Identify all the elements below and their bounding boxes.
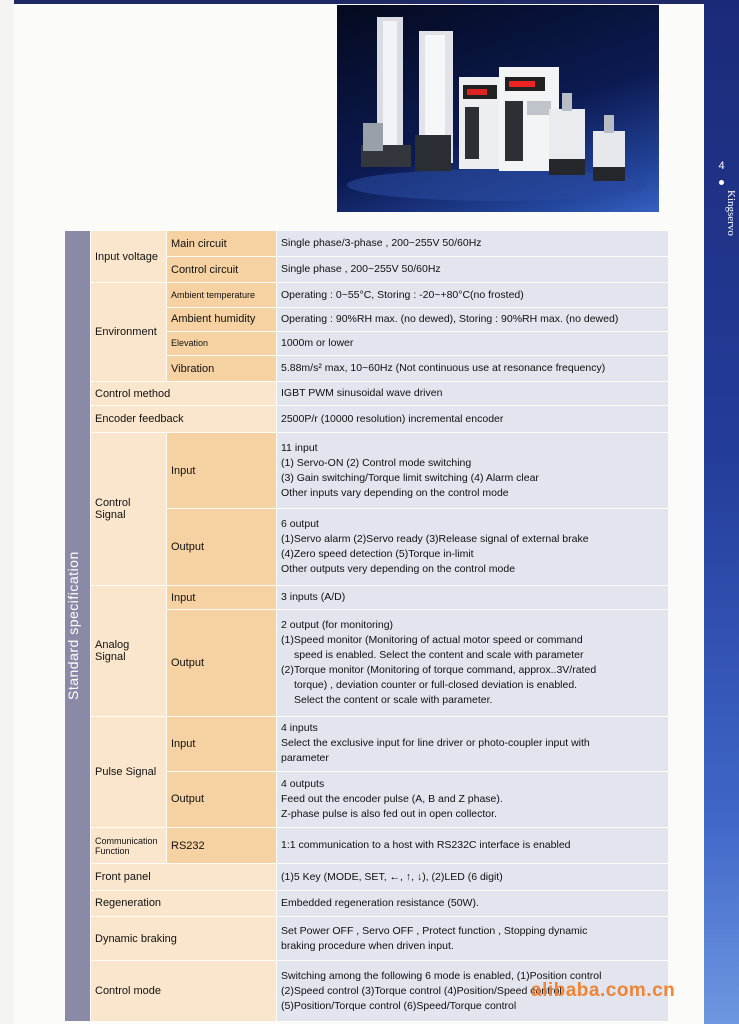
spec-table: [64, 230, 669, 1022]
value-line: 11 input: [281, 441, 318, 454]
value-line: parameter: [281, 752, 329, 765]
table-row: [65, 283, 669, 307]
table-row: [65, 231, 669, 257]
table-row: [65, 717, 669, 771]
vibration-value: 5.88m/s² max, 10~60Hz (Not continuous use at resonance frequency): [277, 356, 669, 382]
value-line: (2)Torque monitor (Monitoring of torque command, approx..3V/rated: [281, 664, 597, 677]
analog-signal-label: [91, 586, 167, 717]
communication-label-line1: Communication: [95, 835, 158, 846]
control-circuit-label: Control circuit: [167, 257, 277, 283]
value-line: Other inputs vary depending on the control mode: [281, 486, 509, 499]
regeneration-value: Embedded regeneration resistance (50W).: [277, 890, 669, 916]
table-row: [65, 828, 669, 864]
control-signal-input-value: [277, 432, 669, 509]
communication-function-label: [91, 828, 167, 864]
value-line: Switching among the following 6 mode is enabled, (1)Position control: [281, 969, 602, 982]
page-number: 4: [718, 160, 725, 172]
pulse-signal-label: Pulse Signal: [91, 717, 167, 828]
value-line: (4)Zero speed detection (5)Torque in-limit: [281, 548, 474, 561]
control-signal-input-label: Input: [167, 432, 277, 509]
control-signal-label: [91, 432, 167, 585]
dynamic-braking-label: Dynamic braking: [91, 916, 277, 960]
section-sidebar: [65, 231, 91, 1022]
front-panel-label: Front panel: [91, 864, 277, 890]
brand-vertical-label: Kingservo: [725, 190, 737, 236]
analog-signal-output-value: [277, 610, 669, 717]
value-line: (5)Position/Torque control (6)Speed/Torque control: [281, 999, 517, 1012]
watermark: alibaba.com.cn: [531, 980, 676, 1001]
rs232-label: RS232: [167, 828, 277, 864]
pulse-signal-input-label: Input: [167, 717, 277, 771]
ambient-temperature-label: Ambient temperature: [167, 283, 277, 307]
encoder-feedback-value: 2500P/r (10000 resolution) incremental encoder: [277, 406, 669, 432]
front-panel-value: (1)5 Key (MODE, SET, ←, ↑, ↓), (2)LED (6 digit): [277, 864, 669, 890]
table-row: [65, 916, 669, 960]
servo-products-illustration: [337, 5, 659, 212]
bullet-dot: [719, 180, 724, 185]
ambient-temperature-value: Operating : 0~55°C, Storing : -20~+80°C(no frosted): [277, 283, 669, 307]
ambient-humidity-label: Ambient humidity: [167, 307, 277, 331]
value-line: speed is enabled. Select the content and scale with parameter: [294, 649, 584, 662]
control-signal-output-value: [277, 509, 669, 586]
value-line: 4 outputs: [281, 777, 325, 790]
control-method-value: IGBT PWM sinusoidal wave driven: [277, 382, 669, 406]
main-circuit-label: Main circuit: [167, 231, 277, 257]
input-voltage-label: Input voltage: [91, 231, 167, 283]
value-line: 4 inputs: [281, 722, 318, 735]
vibration-label: Vibration: [167, 356, 277, 382]
table-row: [65, 890, 669, 916]
communication-label-line2: Function: [95, 845, 130, 856]
value-line: Select the exclusive input for line driver or photo-coupler input with: [281, 737, 590, 750]
control-signal-label-line2: Signal: [95, 508, 126, 521]
environment-label: Environment: [91, 283, 167, 382]
value-line: Z-phase pulse is also fed out in open collector.: [281, 807, 497, 820]
table-row: [65, 864, 669, 890]
table-row: [65, 382, 669, 406]
regeneration-label: Regeneration: [91, 890, 277, 916]
value-line: (1)Servo alarm (2)Servo ready (3)Release signal of external brake: [281, 533, 589, 546]
control-signal-label-line1: Control: [95, 496, 131, 509]
pulse-signal-input-value: [277, 717, 669, 771]
value-line: Other outputs very depending on the control mode: [281, 563, 516, 576]
value-line: torque) , deviation counter or full-closed deviation is enabled.: [294, 679, 578, 692]
dynamic-braking-value: [277, 916, 669, 960]
control-circuit-value: Single phase , 200~255V 50/60Hz: [277, 257, 669, 283]
main-circuit-value: Single phase/3-phase , 200~255V 50/60Hz: [277, 231, 669, 257]
value-line: (1)Speed monitor (Monitoring of actual motor speed or command: [281, 634, 583, 647]
value-line: 6 output: [281, 518, 319, 531]
value-line: (1) Servo-ON (2) Control mode switching: [281, 456, 472, 469]
control-mode-label: Control mode: [91, 961, 277, 1022]
table-row: [65, 432, 669, 509]
elevation-label: Elevation: [167, 331, 277, 355]
product-photo: [337, 5, 659, 212]
value-line: (3) Gain switching/Torque limit switching (4) Alarm clear: [281, 471, 539, 484]
table-row: [65, 406, 669, 432]
analog-signal-output-label: Output: [167, 610, 277, 717]
encoder-feedback-label: Encoder feedback: [91, 406, 277, 432]
pulse-signal-output-value: [277, 771, 669, 828]
value-line: (2)Speed control (3)Torque control (4)Position/Speed control: [281, 984, 562, 997]
value-line: Select the content or scale with parameter.: [294, 694, 493, 707]
communication-value: 1:1 communication to a host with RS232C interface is enabled: [277, 828, 669, 864]
ambient-humidity-value: Operating : 90%RH max. (no dewed), Storing : 90%RH max. (no dewed): [277, 307, 669, 331]
section-title: Standard specification: [65, 551, 81, 701]
pulse-signal-output-label: Output: [167, 771, 277, 828]
right-edge-band: [704, 0, 739, 1024]
elevation-value: 1000m or lower: [277, 331, 669, 355]
value-line: braking procedure when driven input.: [281, 939, 454, 952]
analog-signal-label-line2: Signal: [95, 651, 126, 664]
value-line: Feed out the encoder pulse (A, B and Z phase).: [281, 792, 503, 805]
analog-signal-input-value: 3 inputs (A/D): [277, 586, 669, 610]
control-signal-output-label: Output: [167, 509, 277, 586]
table-row: [65, 586, 669, 610]
analog-signal-label-line1: Analog: [95, 639, 130, 652]
value-line: 2 output (for monitoring): [281, 619, 394, 632]
analog-signal-input-label: Input: [167, 586, 277, 610]
control-method-label: Control method: [91, 382, 277, 406]
value-line: Set Power OFF , Servo OFF , Protect function , Stopping dynamic: [281, 924, 588, 937]
top-rule: [14, 0, 704, 4]
